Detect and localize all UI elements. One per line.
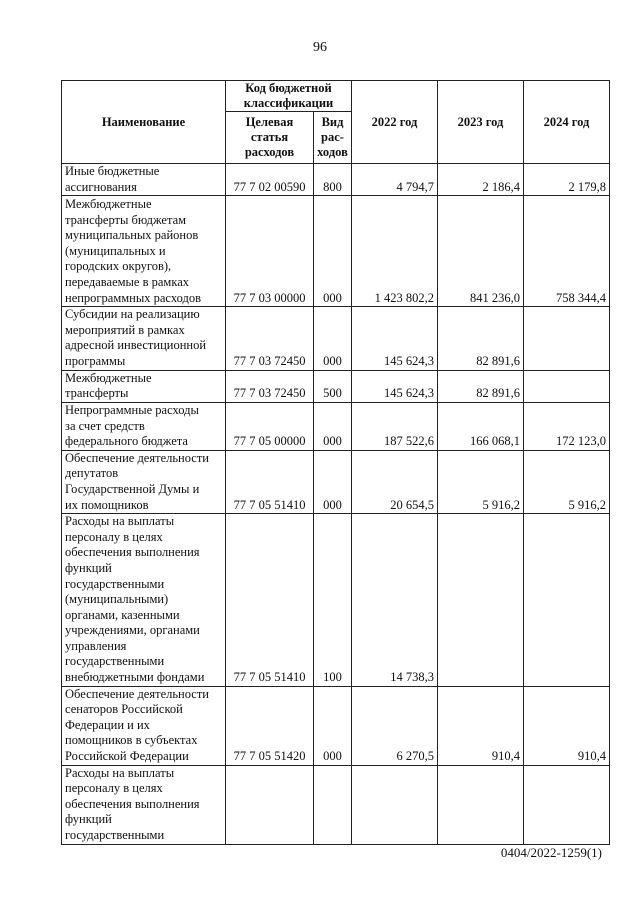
row-name: Расходы на выплаты персоналу в целях обеспечения выполнения функций государственными <box>62 765 226 844</box>
row-value-2022 <box>352 765 438 844</box>
row-value-2022: 14 738,3 <box>352 514 438 687</box>
row-value-2022: 20 654,5 <box>352 450 438 513</box>
row-target-code <box>226 765 314 844</box>
row-value-2024: 758 344,4 <box>524 196 610 307</box>
row-name: Межбюджетные трансферты бюджетам муниципальных районов (муниципальных и городских округов), передаваемые в рамках непрограммных расходов <box>62 196 226 307</box>
budget-table <box>61 80 610 845</box>
row-target-code: 77 7 03 72450 <box>226 307 314 370</box>
header-year-2024: 2024 год <box>524 81 610 164</box>
row-value-2023: 82 891,6 <box>438 370 524 402</box>
row-target-code: 77 7 03 00000 <box>226 196 314 307</box>
row-value-2024 <box>524 514 610 687</box>
row-value-2023 <box>438 514 524 687</box>
row-name: Субсидии на реализацию мероприятий в рамках адресной инвестиционной программы <box>62 307 226 370</box>
row-expense-type: 000 <box>314 307 352 370</box>
header-budget-code: Код бюджетной классификации <box>226 81 352 112</box>
table-row <box>62 307 610 370</box>
row-value-2022: 187 522,6 <box>352 402 438 450</box>
row-value-2024: 172 123,0 <box>524 402 610 450</box>
row-value-2022: 1 423 802,2 <box>352 196 438 307</box>
row-expense-type: 000 <box>314 402 352 450</box>
row-value-2022: 145 624,3 <box>352 307 438 370</box>
row-value-2023: 82 891,6 <box>438 307 524 370</box>
row-expense-type <box>314 765 352 844</box>
row-target-code: 77 7 03 72450 <box>226 370 314 402</box>
table-row <box>62 450 610 513</box>
row-expense-type: 000 <box>314 686 352 765</box>
row-name: Иные бюджетные ассигнования <box>62 164 226 196</box>
table-row <box>62 370 610 402</box>
table-row <box>62 765 610 844</box>
row-value-2023: 5 916,2 <box>438 450 524 513</box>
row-value-2022: 4 794,7 <box>352 164 438 196</box>
row-value-2023 <box>438 765 524 844</box>
header-name: Наименование <box>62 81 226 164</box>
header-expense-type: Вид рас- ходов <box>314 112 352 164</box>
row-value-2024: 2 179,8 <box>524 164 610 196</box>
row-value-2024 <box>524 765 610 844</box>
row-expense-type: 000 <box>314 450 352 513</box>
row-value-2023: 841 236,0 <box>438 196 524 307</box>
row-expense-type: 800 <box>314 164 352 196</box>
header-target-article: Целевая статья расходов <box>226 112 314 164</box>
document-registration-code: 0404/2022-1259(1) <box>500 845 602 860</box>
row-name: Межбюджетные трансферты <box>62 370 226 402</box>
row-name: Обеспечение деятельности сенаторов Российской Федерации и их помощников в субъектах Российской Федерации <box>62 686 226 765</box>
row-value-2023: 910,4 <box>438 686 524 765</box>
table-row <box>62 686 610 765</box>
row-value-2022: 6 270,5 <box>352 686 438 765</box>
row-target-code: 77 7 05 51420 <box>226 686 314 765</box>
row-value-2022: 145 624,3 <box>352 370 438 402</box>
row-name: Расходы на выплаты персоналу в целях обеспечения выполнения функций государственными (муниципальными) органами, казенными учреждениями, органами управления государственными внебюджетными фондами <box>62 514 226 687</box>
row-expense-type: 100 <box>314 514 352 687</box>
row-value-2024 <box>524 307 610 370</box>
row-name: Непрограммные расходы за счет средств федерального бюджета <box>62 402 226 450</box>
row-value-2023: 2 186,4 <box>438 164 524 196</box>
row-expense-type: 000 <box>314 196 352 307</box>
page-number: 96 <box>313 40 327 55</box>
row-target-code: 77 7 02 00590 <box>226 164 314 196</box>
row-expense-type: 500 <box>314 370 352 402</box>
table-row <box>62 164 610 196</box>
row-value-2024: 5 916,2 <box>524 450 610 513</box>
row-value-2024: 910,4 <box>524 686 610 765</box>
row-target-code: 77 7 05 51410 <box>226 450 314 513</box>
row-target-code: 77 7 05 00000 <box>226 402 314 450</box>
header-year-2022: 2022 год <box>352 81 438 164</box>
table-row <box>62 402 610 450</box>
table-row <box>62 196 610 307</box>
row-target-code: 77 7 05 51410 <box>226 514 314 687</box>
row-value-2023: 166 068,1 <box>438 402 524 450</box>
row-name: Обеспечение деятельности депутатов Государственной Думы и их помощников <box>62 450 226 513</box>
row-value-2024 <box>524 370 610 402</box>
table-row <box>62 514 610 687</box>
header-year-2023: 2023 год <box>438 81 524 164</box>
